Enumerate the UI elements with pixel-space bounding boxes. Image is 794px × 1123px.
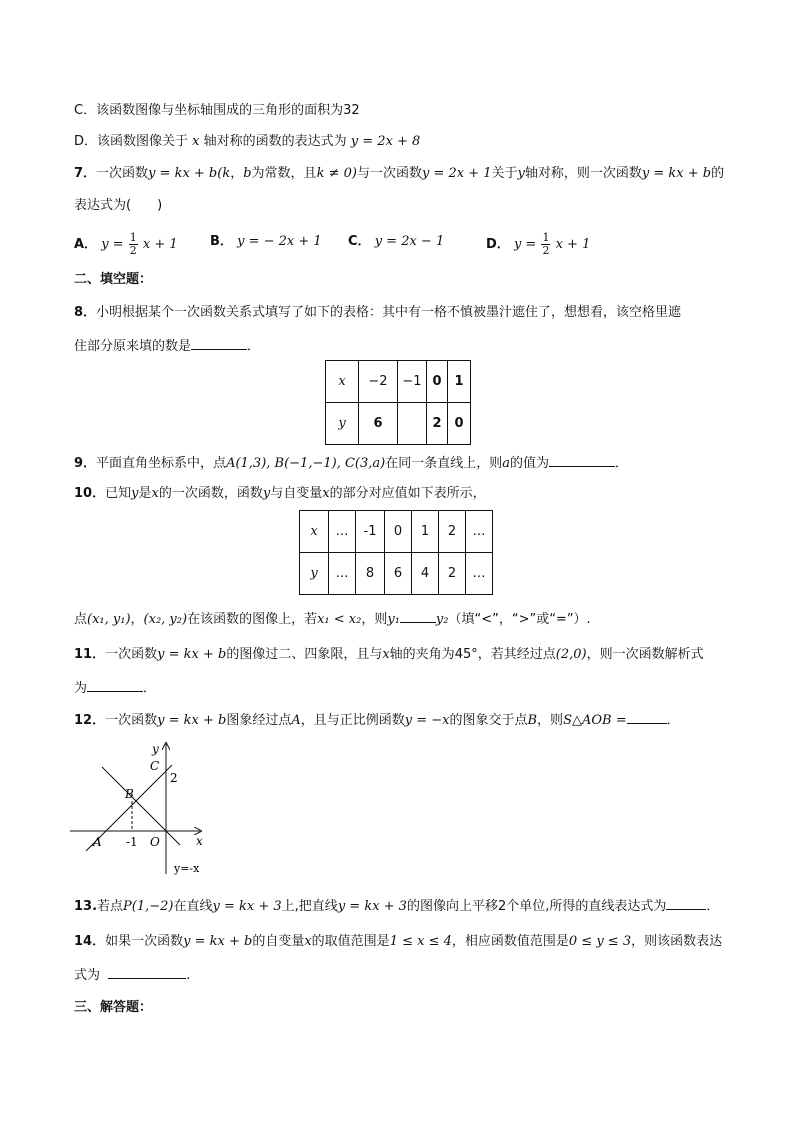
q10-condition: x₁ < x₂ — [317, 612, 362, 627]
table-row — [300, 511, 493, 553]
section-heading-solve: 三、解答题： — [74, 1000, 153, 1015]
q12-end: ． — [666, 713, 680, 728]
q14-range: 0 ≤ y ≤ 3 — [568, 934, 632, 949]
x-axis-label: x — [196, 834, 203, 848]
question-number: 9． — [74, 456, 97, 471]
q7-text: 为常数，且 — [251, 166, 317, 181]
point-a-label: A — [93, 835, 102, 849]
q10-text: 已知 — [105, 486, 132, 501]
table-cell: 2 — [439, 553, 466, 595]
fraction-num: 1 — [129, 231, 137, 244]
q13-text: 上,把直线 — [281, 899, 338, 914]
q9-text: 的值为 — [509, 456, 549, 471]
intercept-label: 2 — [170, 771, 178, 785]
q7-text: 的 — [711, 166, 725, 181]
q8-end: ． — [247, 339, 261, 354]
tick-neg1-label: -1 — [126, 835, 138, 849]
q9-end: ． — [615, 456, 629, 471]
q10-text: 在该函数的图像上，若 — [187, 612, 318, 627]
q8-text: 小明根据某个一次函数关系式填写了如下的表格：其中有一格不慎被墨汁遮住了，想想看，该空格里遮 — [96, 305, 682, 320]
var-x: x — [192, 134, 200, 149]
choice-label: B． — [210, 234, 233, 249]
table-row — [326, 361, 471, 403]
answer-blank[interactable] — [108, 964, 186, 979]
table-cell: x — [326, 361, 359, 403]
table-cell: 0 — [385, 511, 412, 553]
question-14-line1 — [74, 932, 722, 952]
q7-text: 关于 — [491, 166, 518, 181]
choice-b[interactable] — [210, 232, 322, 252]
choice-expr: y = − 2x + 1 — [237, 234, 322, 249]
fraction-den: 2 — [542, 244, 550, 257]
ink-covered-cell — [398, 403, 427, 445]
table-cell: 8 — [356, 553, 385, 595]
table-cell: y — [326, 403, 359, 445]
q11-point: (2,0) — [555, 647, 587, 662]
table-cell: y — [300, 553, 329, 595]
q10-text: 的一次函数，函数 — [158, 486, 263, 501]
answer-blank[interactable] — [400, 608, 436, 623]
q10-text: 点 — [74, 612, 88, 627]
q14-text: ，则该函数表达 — [631, 934, 723, 949]
q12-expr: y = kx + b — [157, 713, 227, 728]
y-axis-label: y — [152, 742, 159, 756]
q10-text: ， — [130, 612, 144, 627]
q11-end: ． — [143, 681, 157, 696]
section-heading-fill-in: 二、填空题： — [74, 272, 153, 287]
question-number: 8． — [74, 305, 97, 320]
table-cell: 2 — [439, 511, 466, 553]
option-c-line — [74, 101, 360, 121]
q14-text: ，相应函数值范围是 — [451, 934, 569, 949]
q11-text: ，若其经过点 — [477, 647, 556, 662]
answer-blank[interactable] — [666, 895, 706, 910]
question-number: 13. — [74, 899, 98, 914]
q10-text: 是 — [138, 486, 152, 501]
question-14-line2 — [74, 964, 190, 986]
fraction — [541, 232, 550, 257]
table-cell: −1 — [398, 361, 427, 403]
option-d-expr: y = 2x + 8 — [350, 134, 421, 149]
answer-blank[interactable] — [549, 452, 615, 467]
question-12-line — [74, 709, 680, 731]
question-number: 12． — [74, 713, 106, 728]
choice-d[interactable] — [486, 232, 590, 257]
q13-text: 的图像向上平移 — [406, 899, 498, 914]
q10-point: (x₁, y₁) — [87, 612, 131, 627]
table-row — [300, 553, 493, 595]
question-number: 14． — [74, 934, 106, 949]
question-9-line — [74, 452, 628, 474]
q12-var: B — [527, 713, 538, 728]
answer-blank[interactable] — [627, 709, 667, 724]
q10-text: （填“<”，“>”或“=”）. — [448, 612, 591, 627]
choice-label: A． — [74, 237, 98, 252]
q12-text: 的图象交于点 — [449, 713, 528, 728]
q9-var: a — [502, 456, 510, 471]
choice-label: D． — [486, 237, 510, 252]
table-cell: -1 — [356, 511, 385, 553]
q14-text: 的自变量 — [252, 934, 305, 949]
question-8-line1 — [74, 303, 681, 323]
table-cell: 6 — [359, 403, 398, 445]
q12-var: A — [291, 713, 301, 728]
q7-var: b — [243, 166, 252, 181]
q8-text: 住部分原来填的数是 — [74, 339, 192, 354]
question-8-line2 — [74, 335, 260, 357]
q13-number: 2 — [497, 899, 507, 914]
question-number: 10． — [74, 486, 106, 501]
line-y-neg-x — [102, 767, 180, 845]
table-cell: 1 — [412, 511, 439, 553]
q14-range: 1 ≤ x ≤ 4 — [389, 934, 452, 949]
choice-expr: x + 1 — [142, 237, 178, 252]
option-d-prefix: D．该函数图像关于 — [74, 134, 189, 149]
choice-c[interactable] — [348, 232, 444, 252]
fraction — [129, 232, 138, 257]
answer-blank[interactable] — [191, 335, 247, 350]
choice-expr: y = 2x − 1 — [374, 234, 445, 249]
q10-var: x — [151, 486, 159, 501]
question-number: 7． — [74, 166, 97, 181]
q10-var: y — [131, 486, 139, 501]
choice-expr: y = — [513, 237, 537, 252]
q7-text: 与一次函数 — [356, 166, 422, 181]
q7-text: ， — [230, 166, 244, 181]
table-cell: … — [329, 511, 356, 553]
q7-expr: y = 2x + 1 — [421, 166, 492, 181]
q11-text: 一次函数 — [105, 647, 158, 662]
q14-expr: y = kx + b — [183, 934, 253, 949]
table-cell: 2 — [427, 403, 448, 445]
choice-expr: y = — [101, 237, 124, 252]
table-cell: 1 — [448, 361, 471, 403]
question-7-line2 — [74, 196, 162, 216]
table-cell: 0 — [427, 361, 448, 403]
choice-label: C． — [348, 234, 371, 249]
q13-text: 若点 — [97, 899, 124, 914]
q12-graph — [66, 738, 216, 878]
answer-blank[interactable] — [87, 677, 143, 692]
table-cell: … — [466, 511, 493, 553]
table-cell: −2 — [359, 361, 398, 403]
q7-var: y — [517, 166, 525, 181]
question-13-line — [74, 895, 719, 917]
q9-points: A(1,3), B(−1,−1), C(3,a) — [226, 456, 386, 471]
q7-text: 表达式为( ) — [74, 198, 163, 213]
question-7-line1 — [74, 164, 724, 184]
q11-angle: 45° — [454, 647, 478, 662]
table-cell: … — [466, 553, 493, 595]
table-cell: 6 — [385, 553, 412, 595]
question-10-line2 — [74, 608, 591, 630]
q14-text: 如果一次函数 — [105, 934, 184, 949]
fraction-den: 2 — [129, 244, 137, 257]
q12-text: 一次函数 — [105, 713, 158, 728]
q7-text: 轴对称，则一次函数 — [524, 166, 642, 181]
q10-text: 与自变量 — [270, 486, 323, 501]
q11-text: 轴的夹角为 — [389, 647, 455, 662]
q14-text: 的取值范围是 — [311, 934, 390, 949]
table-cell: 4 — [412, 553, 439, 595]
question-10-line1 — [74, 484, 486, 504]
option-d-line — [74, 132, 420, 152]
table-row — [326, 403, 471, 445]
q12-text: 图象经过点 — [226, 713, 292, 728]
choice-a[interactable] — [74, 232, 178, 257]
origin-label: O — [150, 835, 160, 849]
q7-expr: k ≠ 0) — [316, 166, 357, 181]
choice-expr: x + 1 — [555, 237, 591, 252]
q9-text: 在同一条直线上，则 — [385, 456, 503, 471]
q11-var: x — [382, 647, 390, 662]
option-c-text: C．该函数图像与坐标轴围成的三角形的面积为32 — [74, 103, 360, 118]
q12-area: S△AOB = — [563, 713, 627, 728]
q12-expr: y = −x — [404, 713, 450, 728]
q12-text: ，则 — [537, 713, 564, 728]
question-number: 11． — [74, 647, 106, 662]
q13-expr: y = kx + 3 — [337, 899, 407, 914]
q10-table — [299, 510, 493, 595]
q7-expr: y = kx + b(k — [148, 166, 231, 181]
q10-var: y₁ — [387, 612, 400, 627]
q10-text: ，则 — [361, 612, 388, 627]
line-label: y=-x — [174, 862, 200, 875]
question-11-line1 — [74, 645, 704, 665]
q13-end: ． — [706, 899, 720, 914]
q10-text: 的部分对应值如下表所示， — [329, 486, 486, 501]
fraction-num: 1 — [542, 231, 550, 244]
q13-text: 个单位,所得的直线表达式为 — [506, 899, 667, 914]
q13-text: 在直线 — [173, 899, 213, 914]
q12-text: ，且与正比例函数 — [300, 713, 405, 728]
q11-text: 的图像过二、四象限，且与 — [226, 647, 383, 662]
table-cell: x — [300, 511, 329, 553]
q9-text: 平面直角坐标系中，点 — [96, 456, 227, 471]
q10-var: x — [322, 486, 330, 501]
q10-var: y — [262, 486, 271, 501]
q13-point: P(1,−2) — [123, 899, 174, 914]
q14-text: 式为 — [74, 968, 101, 983]
q14-var: x — [304, 934, 312, 949]
table-cell: 0 — [448, 403, 471, 445]
q10-point: (x₂, y₂) — [143, 612, 188, 627]
q7-expr: y = kx + b — [641, 166, 712, 181]
point-c-label: C — [150, 759, 160, 773]
q8-table — [325, 360, 471, 445]
q11-text: ，则一次函数解析式 — [586, 647, 704, 662]
question-11-line2 — [74, 677, 156, 699]
q7-text: 一次函数 — [96, 166, 149, 181]
q11-text: 为 — [74, 681, 88, 696]
q11-expr: y = kx + b — [157, 647, 227, 662]
q14-end: . — [186, 968, 191, 983]
option-d-mid: 轴对称的函数的表达式为 — [203, 134, 347, 149]
q10-var: y₂ — [435, 612, 449, 627]
q13-expr: y = kx + 3 — [212, 899, 282, 914]
point-b-label: B — [125, 787, 134, 801]
table-cell: … — [329, 553, 356, 595]
